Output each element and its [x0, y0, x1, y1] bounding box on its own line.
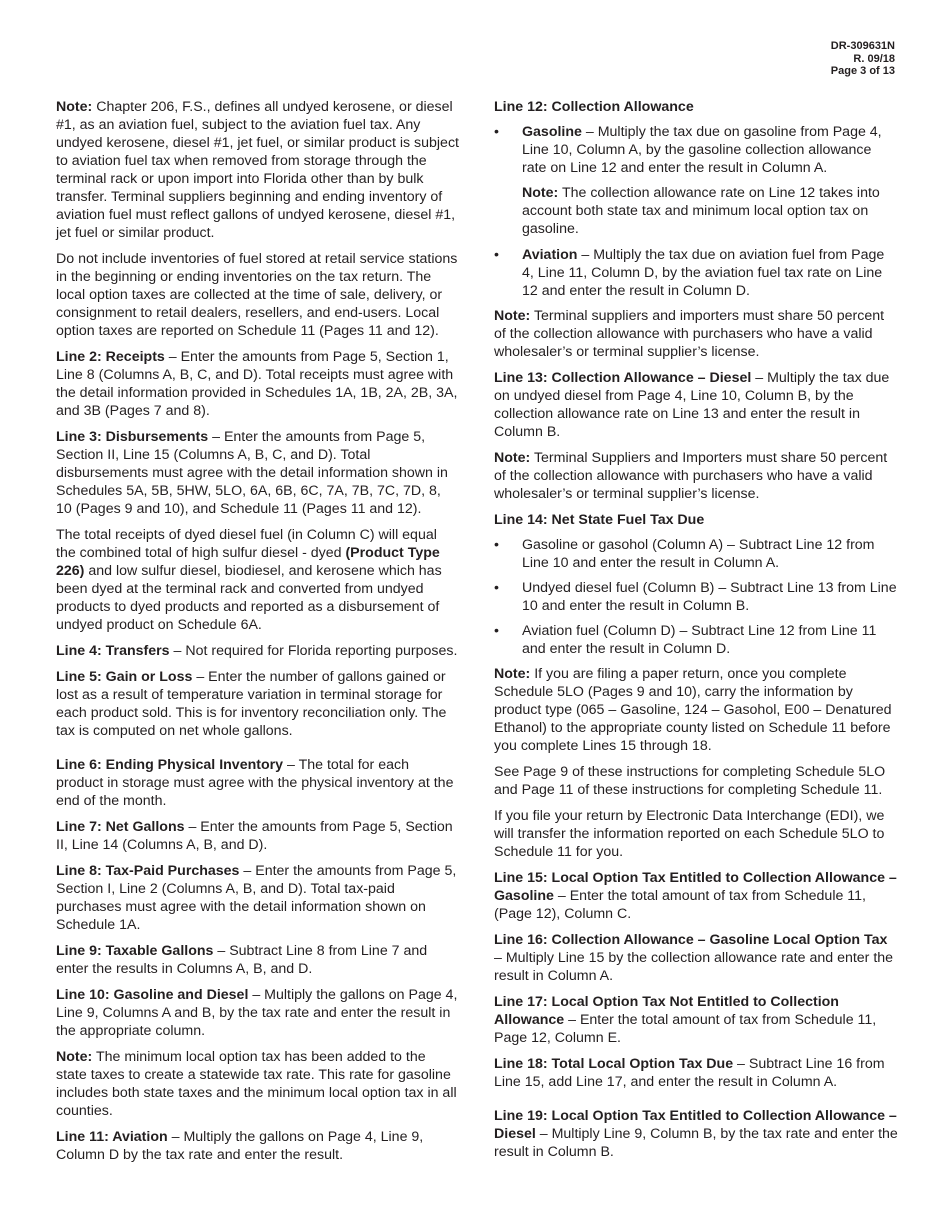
form-number: DR-309631N — [830, 40, 895, 52]
line-9-taxable-gallons — [56, 942, 459, 978]
line-12-heading: Line 12: Collection Allowance — [494, 99, 694, 115]
line-6-ending-inventory — [56, 756, 459, 810]
line-12-aviation-bullet — [494, 246, 899, 300]
line-text: – Not required for Florida reporting purposes. — [169, 643, 458, 659]
line-heading: Line 2: Receipts — [56, 349, 165, 365]
note-text: The minimum local option tax has been added to the state taxes to create a statewide tax rate. This rate for gasoline includes both state taxes and the minimum local option tax in all counties. — [56, 1049, 457, 1119]
line-text: – The total for each product in storage must agree with the physical inventory at the end of the month. — [56, 757, 454, 809]
line-heading: Line 19: Local Option Tax Entitled to Collection Allowance – Diesel — [494, 1108, 897, 1142]
bullet-icon: • — [494, 537, 499, 553]
right-column — [494, 98, 899, 1169]
inventories-paragraph — [56, 250, 459, 340]
line-5-gain-or-loss — [56, 668, 459, 740]
bullet-icon: • — [494, 124, 499, 140]
form-revision: R. 09/18 — [853, 52, 895, 65]
line-8-tax-paid-purchases — [56, 862, 459, 934]
minimum-local-option-note — [56, 1048, 459, 1120]
line-16-collection-gasoline-local — [494, 931, 899, 985]
bullet-label: Aviation — [522, 247, 578, 263]
note-text: If you are filing a paper return, once you complete Schedule 5LO (Pages 9 and 10), carry the information by product type (065 – Gasoline, 124 – Gasohol, E00 – Denatured Ethanol) to the appropriate county listed on Schedule 11 before you complete Lines 15 through 18. — [494, 666, 892, 754]
see-instructions-paragraph — [494, 763, 899, 799]
note-label: Note: — [56, 99, 93, 115]
line-text: – Multiply Line 15 by the collection allowance rate and enter the result in Column A. — [494, 950, 894, 984]
aviation-fuel-note — [56, 98, 459, 242]
paragraph-text: The total receipts of dyed diesel fuel (in Column C) will equal the combined total of high sulfur diesel - dyed — [56, 527, 437, 561]
line-12-gasoline-bullet — [494, 123, 899, 177]
line-12-note — [494, 184, 899, 238]
paragraph-text: See Page 9 of these instructions for completing Schedule 5LO and Page 11 of these instructions for completing Schedule 11. — [494, 764, 886, 798]
line-heading: Line 5: Gain or Loss — [56, 669, 193, 685]
form-header — [831, 40, 895, 78]
note-label: Note: — [522, 185, 559, 201]
line-heading: Line 7: Net Gallons — [56, 819, 185, 835]
collection-allowance-share-note — [494, 307, 899, 361]
edi-paragraph — [494, 807, 899, 861]
bullet-label: Gasoline — [522, 124, 582, 140]
line-13-collection-diesel — [494, 369, 899, 441]
line-heading: Line 18: Total Local Option Tax Due — [494, 1056, 734, 1072]
note-label: Note: — [494, 666, 531, 682]
bullet-text: – Multiply the tax due on gasoline from Page 4, Line 10, Column A, by the gasoline collection allowance rate on Line 12 and enter the result in Column A. — [522, 124, 882, 176]
note-text: Chapter 206, F.S., defines all undyed kerosene, or diesel #1, as an aviation fuel, subject to the aviation fuel tax. Any undyed kerosene, diesel #1, jet fuel, or similar product is subject to aviation fuel tax when removed from storage through the terminal rack or upon import into Florida other than by bulk transfer. Terminal suppliers beginning and ending inventory of aviation fuel must reflect gallons of undyed kerosene, diesel #1, jet fuel or similar product. — [56, 99, 459, 241]
line-11-aviation — [56, 1128, 459, 1164]
note-label: Note: — [494, 308, 531, 324]
note-text: The collection allowance rate on Line 12 takes into account both state tax and minimum local option tax on gasoline. — [522, 185, 880, 237]
line-10-gasoline-diesel — [56, 986, 459, 1040]
note-label: Note: — [494, 450, 531, 466]
line-text: – Multiply the gallons on Page 4, Line 9, Columns A and B, by the tax rate and enter the result in the appropriate column. — [56, 987, 458, 1039]
line-heading: Line 13: Collection Allowance – Diesel — [494, 370, 752, 386]
line-heading: Line 4: Transfers — [56, 643, 170, 659]
dyed-diesel-paragraph — [56, 526, 459, 634]
line-text: – Enter the number of gallons gained or lost as a result of temperature variation in terminal storage for each product sold. This is for inventory reconciliation only. The tax is computed on net whole gallons. — [56, 669, 447, 739]
line-14-heading: Line 14: Net State Fuel Tax Due — [494, 512, 705, 528]
bullet-text: Aviation fuel (Column D) – Subtract Line 12 from Line 11 and enter the result in Column D. — [522, 623, 877, 657]
line-heading: Line 3: Disbursements — [56, 429, 209, 445]
paragraph-text: and low sulfur diesel, biodiesel, and kerosene which has been dyed at the terminal rack and converted from undyed products to dyed products and reported as a disbursement of undyed product on Schedule 6A. — [56, 563, 442, 633]
line-14-gasoline-bullet — [494, 536, 899, 572]
line-text: – Enter the amounts from Page 5, Section 1, Line 8 (Columns A, B, C, and D). Total receipts must agree with the detail information provided in Schedules 1A, 1B, 2A, 2B, 3A, and 3B (Pages 7 and 8). — [56, 349, 458, 419]
line-text: – Enter the total amount of tax from Schedule 11, (Page 12), Column C. — [494, 888, 866, 922]
line-text: – Multiply the tax due on undyed diesel from Page 4, Line 10, Column B, by the collection allowance rate on Line 13 and enter the result in Column B. — [494, 370, 890, 440]
note-text: Terminal suppliers and importers must share 50 percent of the collection allowance with purchasers who have a valid wholesaler’s or terminal supplier’s license. — [494, 308, 885, 360]
line-heading: Line 17: Local Option Tax Not Entitled to Collection Allowance — [494, 994, 839, 1028]
bullet-icon: • — [494, 623, 499, 639]
line-text: – Enter the amounts from Page 5, Section II, Line 14 (Columns A, B, and D). — [56, 819, 453, 853]
line-4-transfers — [56, 642, 459, 660]
line-17-local-option-not-entitled — [494, 993, 899, 1047]
line-text: – Multiply Line 9, Column B, by the tax rate and enter the result in Column B. — [494, 1126, 898, 1160]
product-type-label: (Product Type 226) — [56, 545, 440, 579]
line-text: – Enter the amounts from Page 5, Section II, Line 15 (Columns A, B, C, and D). Total disbursements must agree with the detail information shown in Schedules 5A, 5B, 5HW, 5LO, 6A, 6B, 6C, 7A, 7B, 7C, 7D, 8, 10 (Pages 9 and 10), and Schedule 11 (Pages 11 and 12). — [56, 429, 448, 517]
note-label: Note: — [56, 1049, 93, 1065]
line-2-receipts — [56, 348, 459, 420]
bullet-icon: • — [494, 580, 499, 596]
line-14-diesel-bullet — [494, 579, 899, 615]
page-number: Page 3 of 13 — [830, 65, 895, 77]
line-heading: Line 6: Ending Physical Inventory — [56, 757, 284, 773]
paragraph-text: If you file your return by Electronic Data Interchange (EDI), we will transfer the information reported on each Schedule 5LO to Schedule 11 for you. — [494, 808, 885, 860]
line-text: – Enter the amounts from Page 5, Section I, Line 2 (Columns A, B, and D). Total tax-paid purchases must agree with the detail information shown on Schedule 1A. — [56, 863, 457, 933]
line-14-aviation-bullet — [494, 622, 899, 658]
paper-return-note — [494, 665, 899, 755]
line-heading: Line 15: Local Option Tax Entitled to Collection Allowance – Gasoline — [494, 870, 897, 904]
line-19-local-option-diesel — [494, 1107, 899, 1161]
line-text: – Enter the total amount of tax from Schedule 11, Page 12, Column E. — [494, 1012, 877, 1046]
line-heading: Line 9: Taxable Gallons — [56, 943, 214, 959]
line-15-local-option-gasoline — [494, 869, 899, 923]
bullet-text: Undyed diesel fuel (Column B) – Subtract Line 13 from Line 10 and enter the result in Column B. — [522, 580, 897, 614]
line-18-total-local-option — [494, 1055, 899, 1091]
bullet-text: – Multiply the tax due on aviation fuel from Page 4, Line 11, Column D, by the aviation fuel tax rate on Line 12 and enter the result in Column D. — [522, 247, 885, 299]
line-text: – Subtract Line 8 from Line 7 and enter the results in Columns A, B, and D. — [56, 943, 428, 977]
bullet-icon: • — [494, 247, 499, 263]
line-heading: Line 11: Aviation — [56, 1129, 168, 1145]
left-column — [56, 98, 459, 1172]
line-heading: Line 16: Collection Allowance – Gasoline Local Option Tax — [494, 932, 888, 948]
line-7-net-gallons — [56, 818, 459, 854]
bullet-text: Gasoline or gasohol (Column A) – Subtract Line 12 from Line 10 and enter the result in Column A. — [522, 537, 875, 571]
terminal-suppliers-share-note — [494, 449, 899, 503]
line-text: – Subtract Line 16 from Line 15, add Line 17, and enter the result in Column A. — [494, 1056, 885, 1090]
line-text: – Multiply the gallons on Page 4, Line 9, Column D by the tax rate and enter the result. — [56, 1129, 424, 1163]
line-heading: Line 8: Tax-Paid Purchases — [56, 863, 240, 879]
note-text: Terminal Suppliers and Importers must share 50 percent of the collection allowance with purchasers who have a valid wholesaler’s or terminal supplier’s license. — [494, 450, 888, 502]
line-heading: Line 10: Gasoline and Diesel — [56, 987, 249, 1003]
line-3-disbursements — [56, 428, 459, 518]
paragraph-text: Do not include inventories of fuel stored at retail service stations in the beginning or ending inventories on the tax return. The local option taxes are collected at the time of sale, delivery, or consignment to retail dealers, resellers, and end-users. Local option taxes are reported on Schedule 11 (Pages 11 and 12). — [56, 251, 458, 339]
